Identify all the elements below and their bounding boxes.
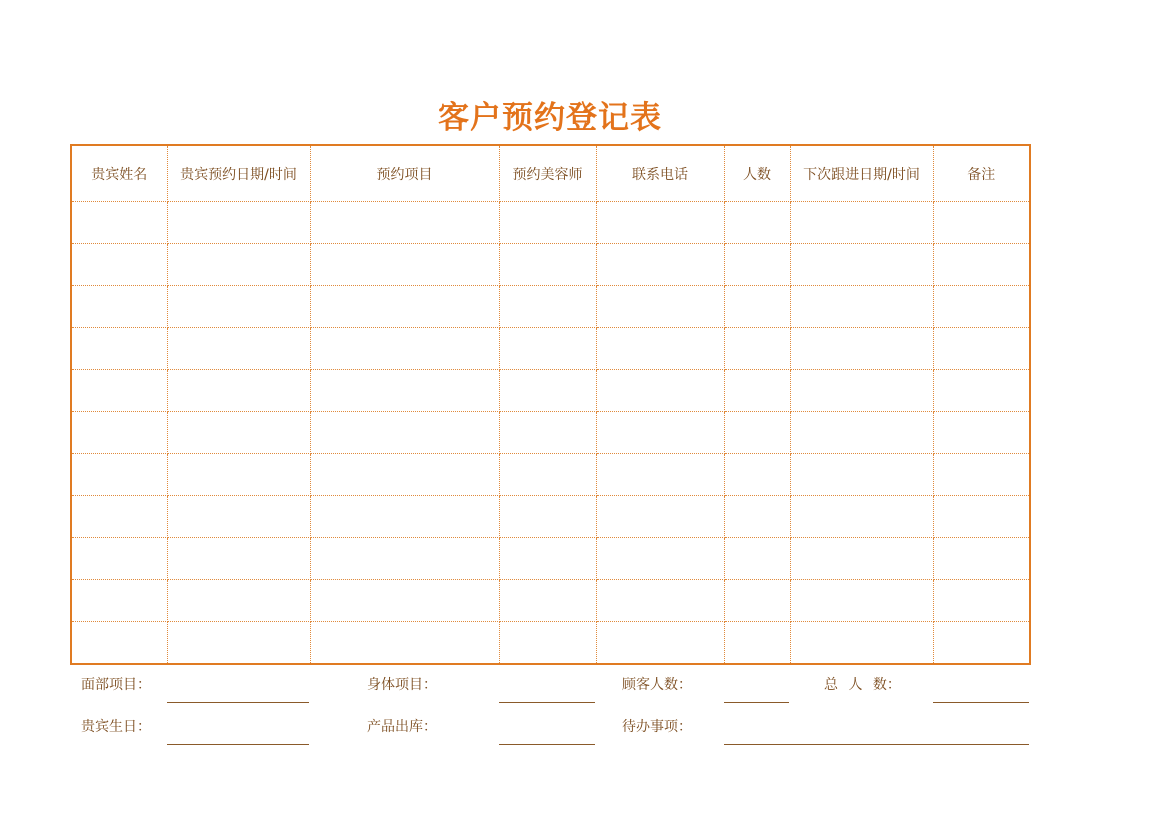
table-cell[interactable] [167,328,310,370]
table-cell[interactable] [790,328,933,370]
table-cell[interactable] [724,454,790,496]
table-cell[interactable] [71,202,167,244]
table-cell[interactable] [167,412,310,454]
table-cell[interactable] [933,454,1030,496]
total-count-field[interactable] [933,702,1029,703]
customer-count-field[interactable] [724,702,789,703]
table-cell[interactable] [167,454,310,496]
table-cell[interactable] [790,538,933,580]
table-row [71,328,1030,370]
table-cell[interactable] [310,580,499,622]
table-cell[interactable] [933,244,1030,286]
table-cell[interactable] [724,202,790,244]
table-cell[interactable] [310,244,499,286]
table-cell[interactable] [167,370,310,412]
table-cell[interactable] [310,328,499,370]
table-cell[interactable] [499,202,596,244]
table-cell[interactable] [790,412,933,454]
table-cell[interactable] [167,538,310,580]
table-row [71,496,1030,538]
col-header-next-followup: 下次跟进日期/时间 [790,145,933,202]
table-cell[interactable] [310,370,499,412]
guest-birthday-field[interactable] [167,744,309,745]
table-row [71,538,1030,580]
table-cell[interactable] [790,370,933,412]
col-header-phone: 联系电话 [596,145,724,202]
table-cell[interactable] [790,202,933,244]
table-cell[interactable] [724,412,790,454]
todo-field[interactable] [724,744,1029,745]
table-cell[interactable] [596,496,724,538]
appointment-table [70,144,1031,665]
table-cell[interactable] [790,622,933,665]
table-cell[interactable] [310,454,499,496]
table-cell[interactable] [933,496,1030,538]
product-outbound-label: 产品出库： [367,719,437,735]
table-cell[interactable] [596,328,724,370]
table-cell[interactable] [71,328,167,370]
table-cell[interactable] [310,202,499,244]
col-header-appointment-datetime: 贵宾预约日期/时间 [167,145,310,202]
table-cell[interactable] [167,202,310,244]
table-cell[interactable] [499,538,596,580]
table-cell[interactable] [933,580,1030,622]
col-header-beautician: 预约美容师 [499,145,596,202]
body-item-field[interactable] [499,702,595,703]
table-cell[interactable] [596,454,724,496]
table-cell[interactable] [310,496,499,538]
table-cell[interactable] [596,244,724,286]
table-cell[interactable] [933,370,1030,412]
table-cell[interactable] [167,622,310,665]
table-cell[interactable] [499,244,596,286]
table-cell[interactable] [724,370,790,412]
table-cell[interactable] [71,412,167,454]
facial-item-field[interactable] [167,702,309,703]
table-cell[interactable] [724,286,790,328]
table-row [71,454,1030,496]
table-cell[interactable] [499,328,596,370]
table-cell[interactable] [596,538,724,580]
table-cell[interactable] [71,496,167,538]
table-cell[interactable] [596,286,724,328]
table-body [71,202,1030,665]
table-cell[interactable] [596,412,724,454]
table-cell[interactable] [499,622,596,665]
table-cell[interactable] [167,496,310,538]
table-cell[interactable] [596,370,724,412]
table-row [71,580,1030,622]
form-title: 客户预约登记表 [438,100,662,136]
table-cell[interactable] [724,580,790,622]
table-cell[interactable] [71,370,167,412]
table-cell[interactable] [71,580,167,622]
table-header-row [71,145,1030,202]
table-cell[interactable] [790,496,933,538]
table-cell[interactable] [596,202,724,244]
table-cell[interactable] [499,286,596,328]
body-item-label: 身体项目： [367,677,437,693]
table-cell[interactable] [499,580,596,622]
table-cell[interactable] [499,412,596,454]
table-cell[interactable] [790,580,933,622]
todo-label: 待办事项： [622,719,692,735]
table-cell[interactable] [933,202,1030,244]
table-cell[interactable] [933,328,1030,370]
table-cell[interactable] [310,538,499,580]
table-cell[interactable] [933,412,1030,454]
col-header-appointment-item: 预约项目 [310,145,499,202]
table-cell[interactable] [167,286,310,328]
table-cell[interactable] [167,580,310,622]
table-cell[interactable] [71,538,167,580]
table-cell[interactable] [71,244,167,286]
table-cell[interactable] [310,286,499,328]
facial-item-label: 面部项目： [81,677,151,693]
table-row [71,622,1030,665]
table-cell[interactable] [499,454,596,496]
table-cell[interactable] [499,370,596,412]
table-cell[interactable] [724,496,790,538]
table-row [71,412,1030,454]
table-cell[interactable] [724,538,790,580]
table-row [71,370,1030,412]
table-cell[interactable] [596,580,724,622]
table-row [71,244,1030,286]
table-cell[interactable] [724,244,790,286]
table-cell[interactable] [724,328,790,370]
guest-birthday-label: 贵宾生日： [81,719,151,735]
table-row [71,286,1030,328]
table-cell[interactable] [790,454,933,496]
col-header-people-count: 人数 [724,145,790,202]
table-cell[interactable] [167,244,310,286]
table-cell[interactable] [790,244,933,286]
table-cell[interactable] [71,286,167,328]
product-outbound-field[interactable] [499,744,595,745]
table-cell[interactable] [71,454,167,496]
table-cell[interactable] [596,622,724,665]
customer-count-label: 顾客人数： [622,677,692,693]
col-header-guest-name: 贵宾姓名 [71,145,167,202]
table-cell[interactable] [933,538,1030,580]
table-row [71,202,1030,244]
table-cell[interactable] [310,412,499,454]
table-cell[interactable] [310,622,499,665]
total-count-label: 总 人 数： [824,677,901,693]
col-header-remarks: 备注 [933,145,1030,202]
table-cell[interactable] [933,622,1030,665]
table-cell[interactable] [790,286,933,328]
table-cell[interactable] [933,286,1030,328]
table-cell[interactable] [71,622,167,665]
table-cell[interactable] [499,496,596,538]
table-cell[interactable] [724,622,790,665]
